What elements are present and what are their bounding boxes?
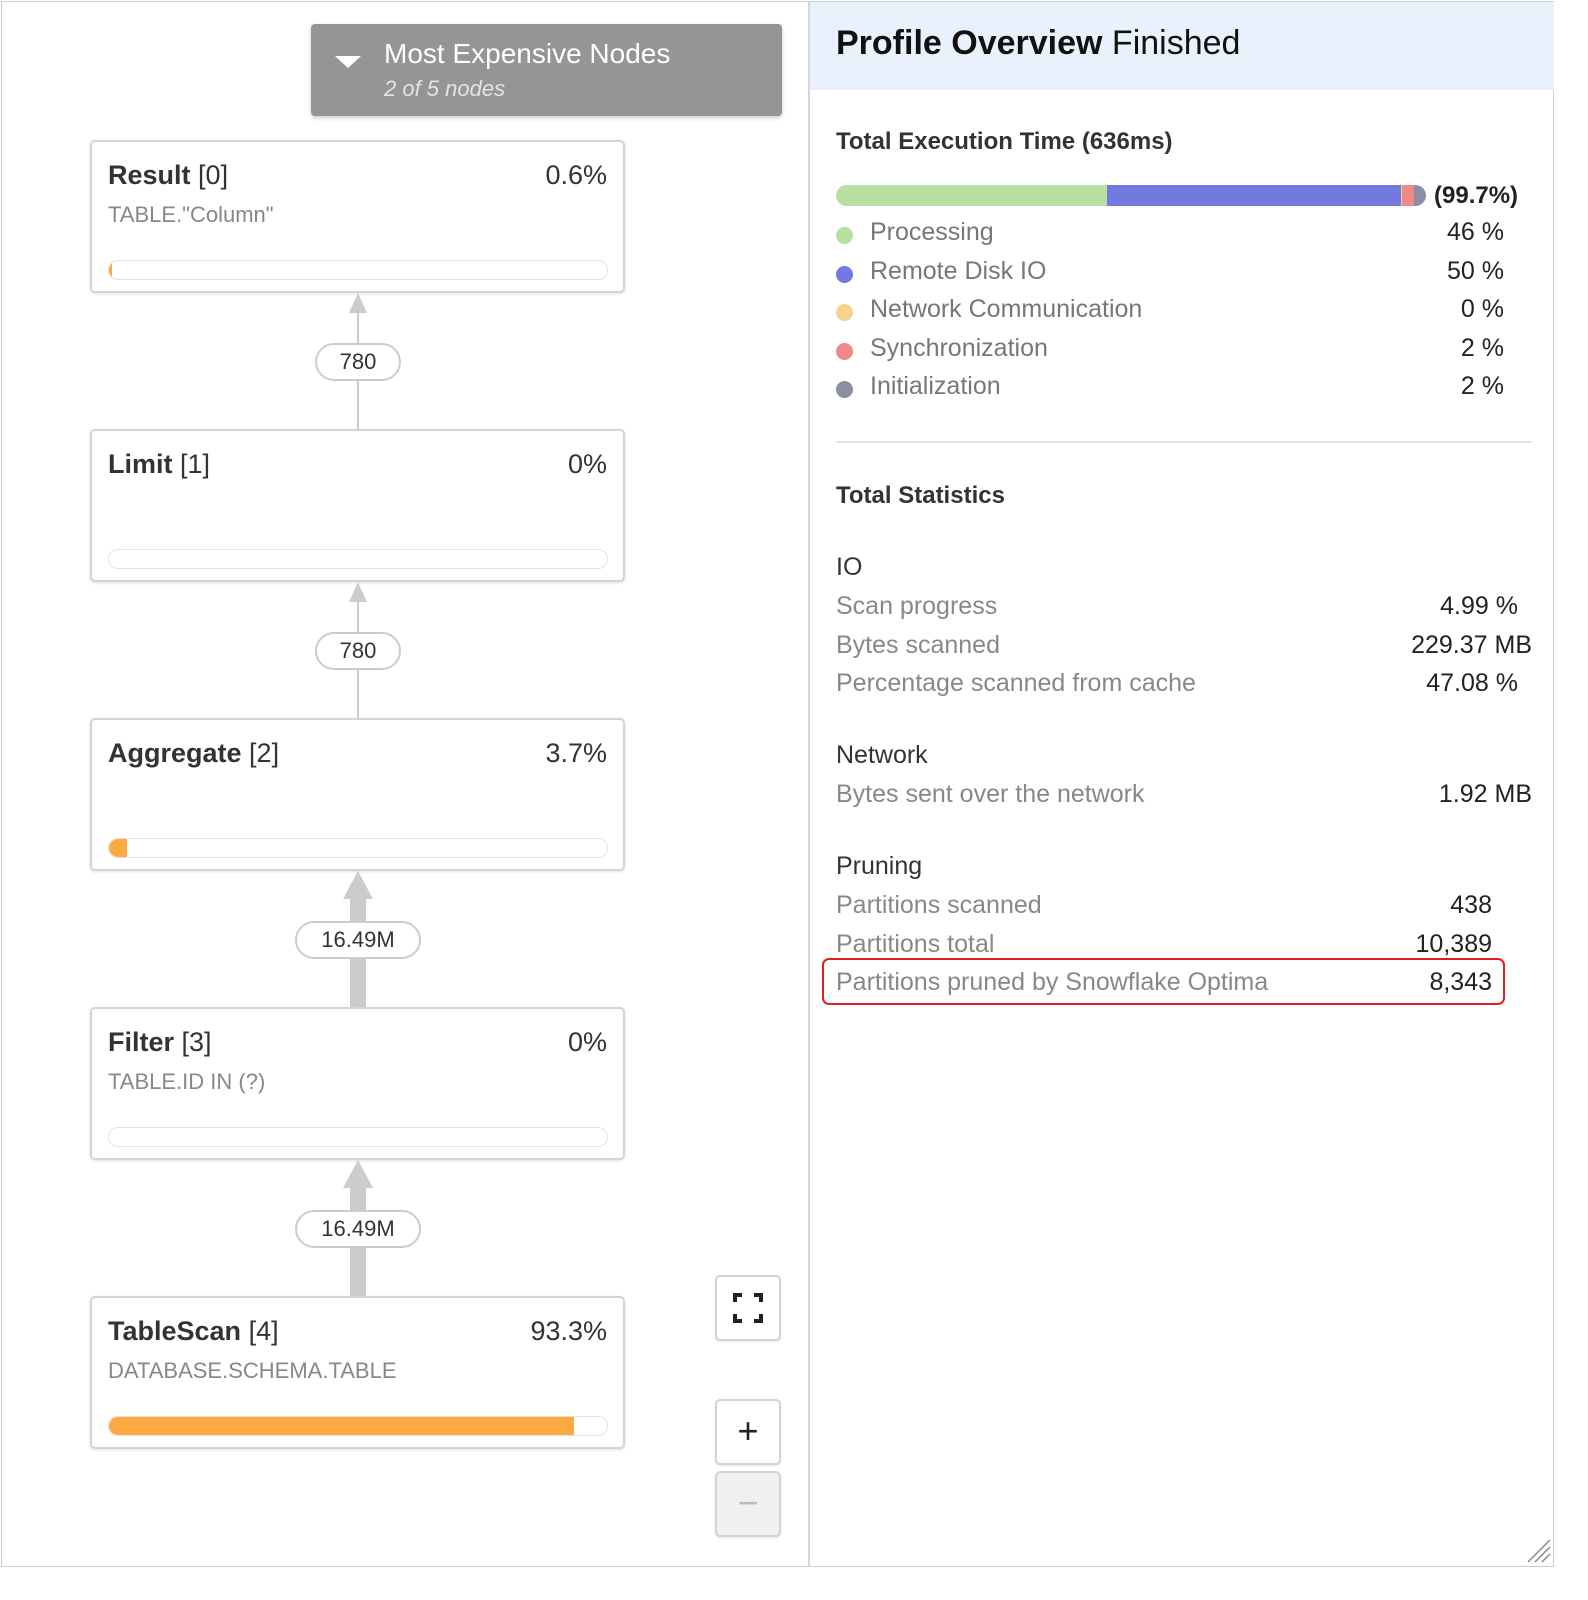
arrow-up-icon (349, 582, 367, 602)
node-id: [4] (248, 1316, 279, 1346)
stat-value: 47.08 % (1426, 669, 1518, 698)
legend-dot-icon (836, 227, 853, 244)
node-operator: Filter (108, 1027, 175, 1057)
overview-header (810, 2, 1554, 90)
zoom-in-button[interactable]: + (715, 1399, 781, 1465)
node-percent: 3.7% (545, 738, 607, 768)
edge-row-count: 16.49M (295, 921, 421, 959)
stat-value: 4.99 % (1440, 592, 1518, 620)
stat-label: Bytes scanned (836, 630, 1000, 659)
node-cost-bar (108, 838, 608, 858)
plan-node-limit[interactable] (90, 429, 625, 582)
node-percent: 0% (567, 1027, 607, 1057)
arrow-up-icon (349, 293, 367, 313)
highlight-box (822, 958, 1505, 1005)
legend-item (836, 257, 1518, 293)
segment-initialization (1414, 185, 1426, 206)
node-name (108, 1027, 212, 1058)
legend-item (836, 295, 1518, 331)
arrow-up-icon (343, 1160, 373, 1188)
legend-label: Remote Disk IO (870, 256, 1047, 285)
node-cost-fill (109, 1417, 574, 1435)
node-detail: TABLE."Column" (108, 202, 274, 227)
legend-dot-icon (836, 304, 853, 321)
stat-value: 1.92 MB (1438, 780, 1532, 808)
stat-label: Partitions scanned (836, 891, 1042, 919)
legend-value: 46 % (1447, 218, 1504, 246)
node-percent: 93.3% (530, 1316, 607, 1346)
edge-row-count: 780 (315, 632, 401, 670)
stat-label: Percentage scanned from cache (836, 669, 1196, 698)
arrow-up-icon (343, 871, 373, 899)
fit-to-screen-button[interactable] (715, 1275, 781, 1341)
stat-group-network: Network (836, 741, 928, 769)
stat-value: 8,343 (1429, 968, 1492, 997)
node-cost-bar (108, 1416, 608, 1436)
legend-value: 0 % (1460, 295, 1504, 324)
plan-node-aggregate[interactable] (90, 718, 625, 871)
query-graph-panel (2, 2, 809, 1566)
node-detail: TABLE.ID IN (?) (108, 1069, 266, 1094)
profile-overview-panel (810, 2, 1554, 1566)
node-operator: Aggregate (108, 738, 242, 768)
stat-group-io: IO (836, 553, 863, 581)
node-detail: DATABASE.SCHEMA.TABLE (108, 1358, 397, 1383)
execution-time-title: Total Execution Time (636ms) (836, 128, 1173, 155)
resize-handle-icon[interactable] (1523, 1535, 1551, 1563)
stat-label: Partitions pruned by Snowflake Optima (836, 968, 1269, 997)
stat-group-pruning: Pruning (836, 852, 923, 880)
legend-label: Processing (870, 218, 994, 246)
overview-title: Profile Overview (836, 24, 1103, 62)
stat-label: Scan progress (836, 592, 998, 620)
node-id: [2] (249, 738, 280, 768)
section-divider (836, 441, 1532, 443)
node-operator: Limit (108, 449, 173, 479)
legend-value: 2 % (1460, 333, 1504, 362)
zoom-out-button[interactable]: − (715, 1471, 781, 1537)
node-id: [0] (198, 160, 229, 190)
node-percent: 0% (567, 449, 607, 479)
edge-row-count: 16.49M (295, 1210, 421, 1248)
node-name (108, 160, 228, 191)
node-percent: 0.6% (545, 160, 607, 190)
statistics-title: Total Statistics (836, 482, 1005, 509)
execution-total-percent: (99.7%) (1434, 182, 1519, 209)
node-operator: TableScan (108, 1316, 242, 1346)
plan-node-filter[interactable] (90, 1007, 625, 1160)
most-expensive-subtitle: 2 of 5 nodes (384, 76, 506, 101)
legend-item (836, 372, 1518, 408)
execution-time-bar (836, 185, 1426, 206)
node-name (108, 1316, 279, 1347)
legend-value: 2 % (1460, 372, 1504, 401)
node-name (108, 449, 210, 480)
legend-item (836, 218, 1518, 254)
legend-label: Synchronization (870, 333, 1048, 362)
most-expensive-nodes-toggle[interactable] (311, 24, 782, 116)
legend-dot-icon (836, 266, 853, 283)
segment-processing (836, 185, 1107, 206)
node-cost-bar (108, 549, 608, 569)
stat-label: Bytes sent over the network (836, 780, 1145, 808)
stat-value: 438 (1450, 891, 1492, 919)
stat-label: Partitions total (836, 929, 995, 958)
node-cost-bar (108, 1127, 608, 1147)
legend-dot-icon (836, 343, 853, 360)
most-expensive-title: Most Expensive Nodes (384, 38, 671, 69)
node-cost-fill (109, 261, 112, 279)
legend-label: Initialization (870, 372, 1001, 401)
fullscreen-icon (733, 1293, 763, 1323)
caret-down-icon (335, 56, 361, 68)
node-id: [1] (180, 449, 211, 479)
segment-synchronization (1402, 185, 1414, 206)
node-cost-bar (108, 260, 608, 280)
legend-item (836, 334, 1518, 370)
edge-row-count: 780 (315, 343, 401, 381)
legend-label: Network Communication (870, 295, 1143, 324)
stat-value: 229.37 MB (1411, 630, 1532, 659)
profile-window (1, 1, 1554, 1567)
node-id: [3] (181, 1027, 212, 1057)
legend-value: 50 % (1447, 256, 1504, 285)
node-cost-fill (109, 839, 127, 857)
query-status: Finished (1111, 24, 1241, 62)
plan-node-result[interactable] (90, 140, 625, 293)
stat-value: 10,389 (1415, 929, 1492, 958)
plan-node-tablescan[interactable] (90, 1296, 625, 1449)
node-name (108, 738, 279, 769)
legend-dot-icon (836, 381, 853, 398)
node-operator: Result (108, 160, 191, 190)
segment-remote-disk-io (1107, 185, 1401, 206)
